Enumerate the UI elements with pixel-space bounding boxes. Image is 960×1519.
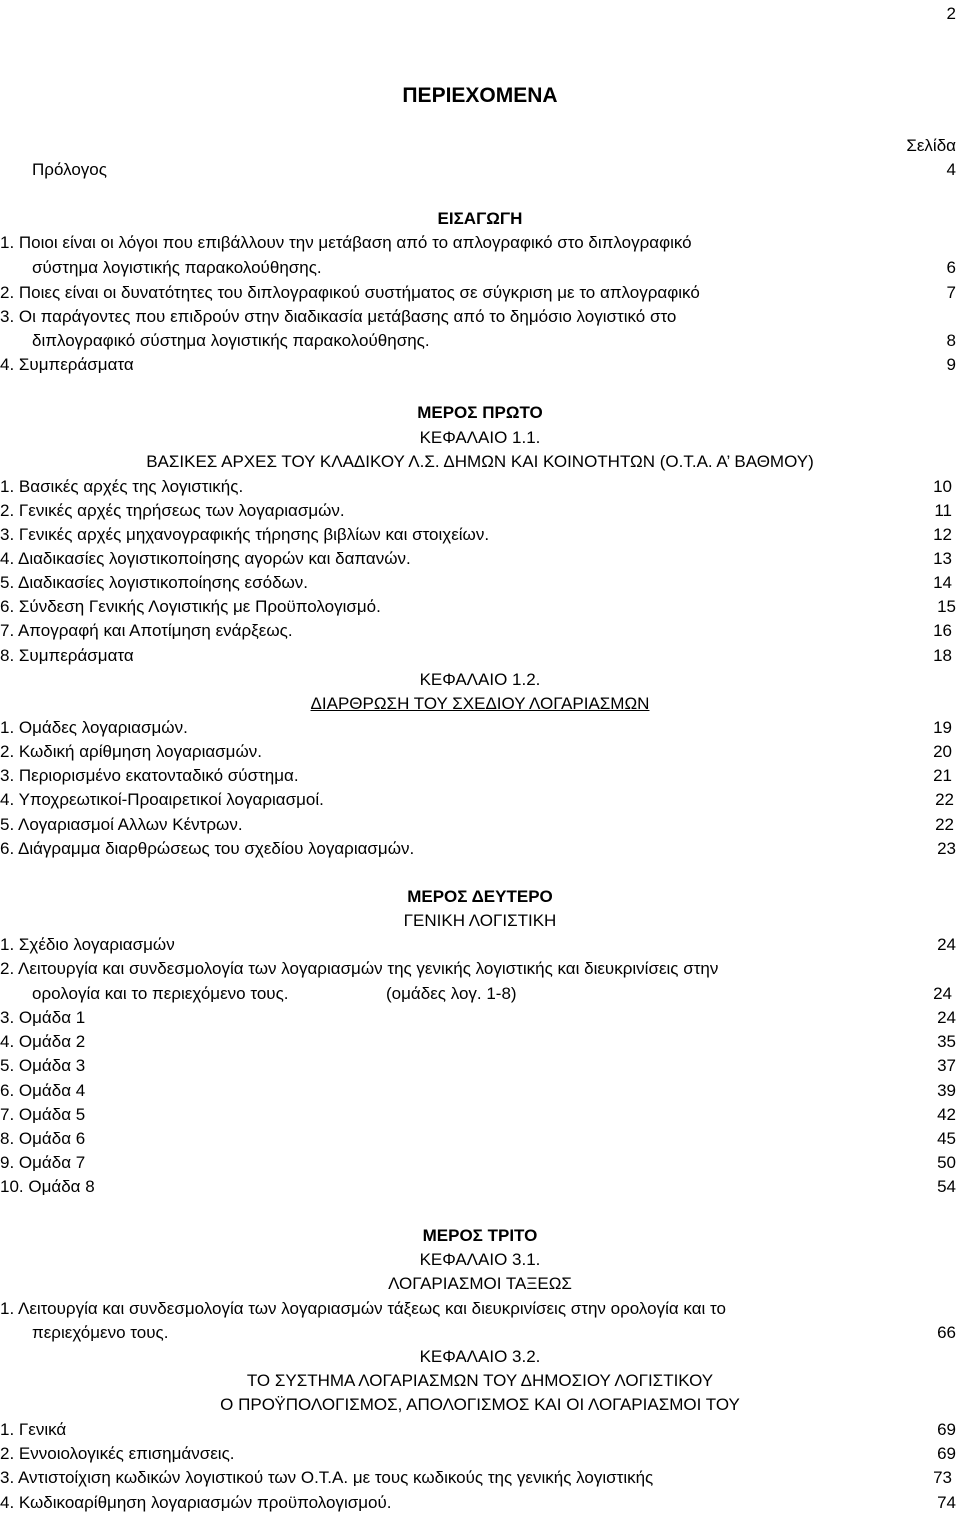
toc-item: 4. Κωδικοαρίθμηση λογαριασμών προϋπολογισμού. (0, 1493, 392, 1512)
toc-item: 5. Λογαριασμοί Αλλων Κέντρων. (0, 815, 243, 834)
toc-item: 3. Ομάδα 1 (0, 1008, 86, 1027)
toc-page: 13 (933, 549, 952, 568)
toc-item: 2. Γενικές αρχές τηρήσεως των λογαριασμών. (0, 501, 345, 520)
toc-page: 23 (937, 839, 956, 858)
part1-ch1-title: ΒΑΣΙΚΕΣ ΑΡΧΕΣ ΤΟΥ ΚΛΑΔΙΚΟΥ Λ.Σ. ΔΗΜΩΝ ΚΑΙ ΚΟΙΝΟΤΗΤΩΝ (Ο.Τ.Α. Α’ ΒΑΘΜΟΥ) (146, 452, 814, 471)
toc-item: 7. Ομάδα 5 (0, 1105, 86, 1124)
toc-page: 35 (937, 1032, 956, 1051)
toc-item: 3. Περιορισμένο εκατονταδικό σύστημα. (0, 766, 299, 785)
part3-ch1-label: ΚΕΦΑΛΑΙΟ 3.1. (419, 1250, 541, 1269)
toc-page: 24 (937, 935, 956, 954)
toc-item: 10. Ομάδα 8 (0, 1177, 95, 1196)
toc-page: 12 (933, 525, 952, 544)
toc-item: 9. Ομάδα 7 (0, 1153, 86, 1172)
prologue-label: Πρόλογος (32, 160, 107, 179)
page-number: 2 (946, 4, 956, 23)
toc-page: 10 (933, 477, 952, 496)
toc-page: 74 (937, 1493, 956, 1512)
toc-page: 54 (937, 1177, 956, 1196)
part1-ch2-label: ΚΕΦΑΛΑΙΟ 1.2. (419, 670, 541, 689)
intro-heading: ΕΙΣΑΓΩΓΗ (437, 209, 523, 228)
toc-item: 1. Σχέδιο λογαριασμών (0, 935, 175, 954)
toc-page: 39 (937, 1081, 956, 1100)
part1-ch2-title: ΔΙΑΡΘΡΩΣΗ ΤΟΥ ΣΧΕΔΙΟΥ ΛΟΓΑΡΙΑΣΜΩΝ (310, 694, 650, 713)
toc-page: 19 (933, 718, 952, 737)
part3-heading: ΜΕΡΟΣ ΤΡΙΤΟ (422, 1226, 538, 1245)
toc-item: 4. Ομάδα 2 (0, 1032, 86, 1051)
toc-item: 5. Ομάδα 3 (0, 1056, 86, 1075)
toc-page: 16 (933, 621, 952, 640)
part1-heading: ΜΕΡΟΣ ΠΡΩΤΟ (417, 403, 543, 422)
part2-subtitle: ΓΕΝΙΚΗ ΛΟΓΙΣΤΙΚΗ (403, 911, 557, 930)
toc-item: 7. Απογραφή και Αποτίμηση ενάρξεως. (0, 621, 293, 640)
intro-line-4: 3. Οι παράγοντες που επιδρούν στην διαδικασία μετάβασης από το δημόσιο λογιστικό στο (0, 307, 677, 326)
toc-page: 20 (933, 742, 952, 761)
toc-item: 8. Ομάδα 6 (0, 1129, 86, 1148)
toc-page: 22 (935, 790, 954, 809)
part3-ch2-title-line2: Ο ΠΡΟΫΠΟΛΟΓΙΣΜΟΣ, ΑΠΟΛΟΓΙΣΜΟΣ ΚΑΙ ΟΙ ΛΟΓΑΡΙΑΣΜΟΙ ΤΟΥ (220, 1395, 740, 1414)
toc-item: 1. Λειτουργία και συνδεσμολογία των λογαριασμών τάξεως και διευκρινίσεις στην ορολογία και το (0, 1299, 726, 1318)
toc-page: 14 (933, 573, 952, 592)
toc-item: 2. Εννοιολογικές επισημάνσεις. (0, 1444, 235, 1463)
toc-item: 1. Γενικά (0, 1420, 67, 1439)
toc-item-continued: ορολογία και το περιεχόμενο τους. (32, 984, 289, 1003)
intro-line-6: 4. Συμπεράσματα (0, 355, 134, 374)
toc-item: 6. Διάγραμμα διαρθρώσεως του σχεδίου λογαριασμών. (0, 839, 415, 858)
toc-page: 45 (937, 1129, 956, 1148)
part2-heading: ΜΕΡΟΣ ΔΕΥΤΕΡΟ (407, 887, 553, 906)
toc-page: 73 (933, 1468, 952, 1487)
toc-page: 11 (934, 501, 952, 520)
toc-page: 50 (937, 1153, 956, 1172)
part3-ch2-label: ΚΕΦΑΛΑΙΟ 3.2. (419, 1347, 541, 1366)
part3-ch2-title-line1: ΤΟ ΣΥΣΤΗΜΑ ΛΟΓΑΡΙΑΣΜΩΝ ΤΟΥ ΔΗΜΟΣΙΟΥ ΛΟΓΙΣΤΙΚΟΥ (246, 1371, 714, 1390)
toc-item-continued: περιεχόμενο τους. (32, 1323, 169, 1342)
toc-item: 3. Αντιστοίχιση κωδικών λογιστικού των Ο.Τ.Α. με τους κωδικούς της γενικής λογιστικής (0, 1468, 654, 1487)
toc-page: 24 (933, 984, 952, 1003)
toc-item: 6. Σύνδεση Γενικής Λογιστικής με Προϋπολογισμό. (0, 597, 381, 616)
toc-item: 6. Ομάδα 4 (0, 1081, 86, 1100)
toc-page: 37 (937, 1056, 956, 1075)
toc-item: 5. Διαδικασίες λογιστικοποίησης εσόδων. (0, 573, 309, 592)
intro-page-1: 6 (946, 258, 956, 277)
toc-item: 3. Γενικές αρχές μηχανογραφικής τήρησης βιβλίων και στοιχείων. (0, 525, 490, 544)
toc-item: 1. Ομάδες λογαριασμών. (0, 718, 188, 737)
toc-page: 18 (933, 646, 952, 665)
part1-ch1-label: ΚΕΦΑΛΑΙΟ 1.1. (419, 428, 541, 447)
intro-page-4: 9 (946, 355, 956, 374)
intro-line-3: 2. Ποιες είναι οι δυνατότητες του διπλογραφικού συστήματος σε σύγκριση με το απλογραφικό (0, 283, 700, 302)
intro-line-2: σύστημα λογιστικής παρακολούθησης. (32, 258, 322, 277)
toc-page: 21 (933, 766, 952, 785)
page-column-label: Σελίδα (906, 136, 956, 155)
toc-page: 42 (937, 1105, 956, 1124)
intro-page-2: 7 (946, 283, 956, 302)
toc-page: 24 (937, 1008, 956, 1027)
intro-line-5: διπλογραφικό σύστημα λογιστικής παρακολούθησης. (32, 331, 430, 350)
toc-page: 69 (937, 1444, 956, 1463)
toc-page: 15 (937, 597, 956, 616)
toc-item-note: (ομάδες λογ. 1-8) (386, 984, 517, 1003)
toc-item: 1. Βασικές αρχές της λογιστικής. (0, 477, 244, 496)
toc-item: 8. Συμπεράσματα (0, 646, 134, 665)
toc-item: 4. Διαδικασίες λογιστικοποίησης αγορών και δαπανών. (0, 549, 411, 568)
toc-item: 2. Κωδική αρίθμηση λογαριασμών. (0, 742, 262, 761)
page-title: ΠΕΡΙΕΧΟΜΕΝΑ (402, 84, 558, 107)
toc-item: 2. Λειτουργία και συνδεσμολογία των λογαριασμών της γενικής λογιστικής και διευκρινίσεις στην (0, 959, 719, 978)
toc-page: 69 (937, 1420, 956, 1439)
toc-item: 4. Υποχρεωτικοί-Προαιρετικοί λογαριασμοί. (0, 790, 324, 809)
intro-page-3: 8 (946, 331, 956, 350)
toc-page: 66 (937, 1323, 956, 1342)
intro-line-1: 1. Ποιοι είναι οι λόγοι που επιβάλλουν την μετάβαση από το απλογραφικό στο διπλογραφικό (0, 233, 692, 252)
prologue-page: 4 (946, 160, 956, 179)
toc-page: 22 (935, 815, 954, 834)
part3-ch1-title: ΛΟΓΑΡΙΑΣΜΟΙ ΤΑΞΕΩΣ (388, 1274, 572, 1293)
